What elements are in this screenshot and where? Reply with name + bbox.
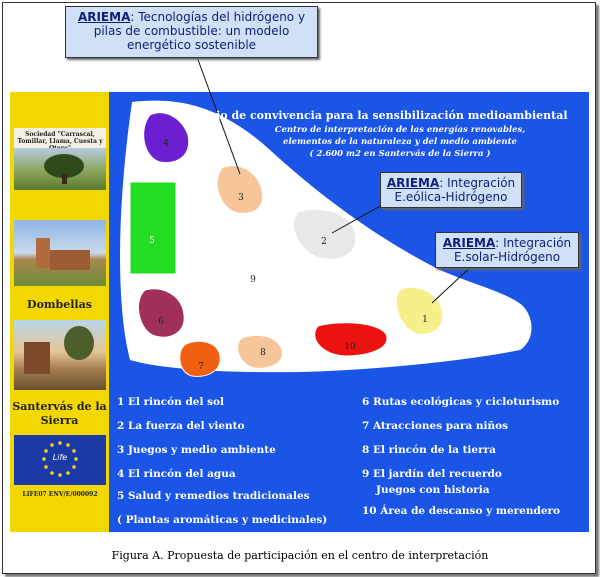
legend-item-1: 1 El rincón del sol bbox=[117, 396, 225, 408]
map-title: Espacio de convivencia para la sensibilización medioambiental bbox=[180, 109, 568, 122]
zone-label-10: 10 bbox=[344, 342, 356, 352]
callout-2-prefix: ARIEMA bbox=[386, 176, 440, 190]
map-subtitle bbox=[250, 124, 550, 160]
zone-label-5: 5 bbox=[149, 236, 155, 246]
zone-label-6: 6 bbox=[158, 317, 164, 327]
legend-item-6: 6 Rutas ecológicas y cicloturismo bbox=[362, 396, 560, 408]
figure-caption: Figura A. Propuesta de participación en el centro de interpretación bbox=[111, 549, 489, 562]
callout-1-text: : Tecnologías del hidrógeno y pilas de combustible: un modelo energético sostenible bbox=[93, 10, 306, 52]
zone-label-1: 1 bbox=[422, 315, 428, 325]
legend-item-7: 7 Atracciones para niños bbox=[362, 420, 509, 432]
eu-project-code: LIFE07 ENV/E/000092 bbox=[22, 491, 98, 498]
callout-hydrogen bbox=[65, 6, 318, 58]
society-label: Sociedad "Carrascal, Tomillar, Llama, Cuesta y bbox=[17, 131, 103, 145]
callout-1-prefix: ARIEMA bbox=[77, 10, 131, 24]
legend-item-8: 8 El rincón de la tierra bbox=[362, 444, 496, 456]
legend-item-3: 3 Juegos y medio ambiente bbox=[117, 444, 276, 456]
callout-solar bbox=[435, 232, 579, 268]
map-subtitle-line-1: Centro de interpretación de las energías renovables, bbox=[274, 125, 526, 135]
zone-label-3: 3 bbox=[238, 193, 244, 203]
legend-item-9: 9 El jardín del recuerdo bbox=[362, 468, 502, 480]
legend-item-4: 4 El rincón del agua bbox=[117, 468, 236, 480]
legend-item-9-sub: Juegos con historia bbox=[376, 484, 490, 496]
map-subtitle-line-3: ( 2.600 m2 en Santervás de la Sierra ) bbox=[309, 149, 491, 159]
legend-item-5: 5 Salud y remedios tradicionales bbox=[117, 490, 310, 502]
zone-label-8: 8 bbox=[260, 348, 266, 358]
callout-3-prefix: ARIEMA bbox=[442, 236, 496, 250]
zone-label-4: 4 bbox=[163, 139, 169, 149]
zone-5[interactable] bbox=[130, 182, 176, 274]
legend-item-5-note: ( Plantas aromáticas y medicinales) bbox=[117, 514, 328, 526]
map-subtitle-line-2: elementos de la naturaleza y del medio ambiente bbox=[283, 137, 517, 147]
callout-wind bbox=[380, 172, 522, 208]
callout-3-text: : Integración E.solar-Hidrógeno bbox=[453, 236, 572, 264]
zone-label-2: 2 bbox=[321, 237, 327, 247]
zone-label-7: 7 bbox=[198, 362, 204, 372]
callout-2-text: : Integración E.eólica-Hidrógeno bbox=[394, 176, 516, 204]
life-logo: Life bbox=[52, 453, 68, 462]
legend-item-2: 2 La fuerza del viento bbox=[117, 420, 245, 432]
place-label-santervas: Santervás de la Sierra bbox=[12, 400, 107, 427]
place-label-dombellas: Dombellas bbox=[27, 298, 92, 311]
legend-item-10: 10 Área de descanso y merendero bbox=[362, 505, 561, 517]
zone-label-9: 9 bbox=[250, 275, 256, 285]
